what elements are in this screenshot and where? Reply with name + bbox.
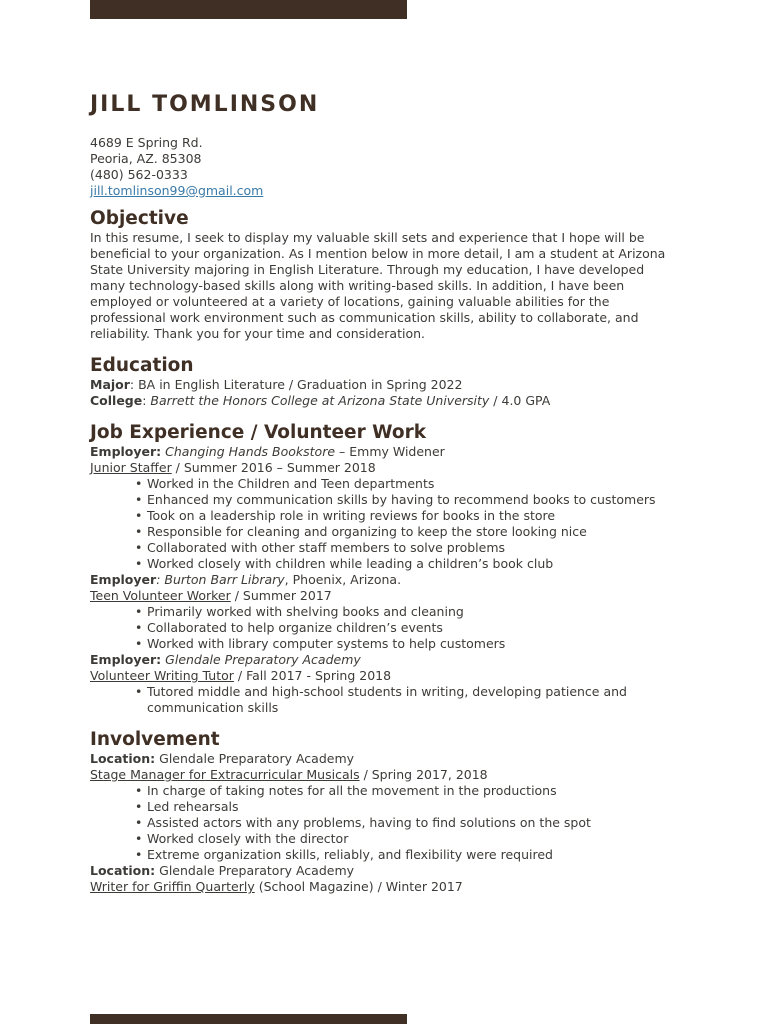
- involvement-dates: / Spring 2017, 2018: [359, 767, 488, 782]
- job-experience-section: [90, 422, 680, 716]
- bullet-item: • Worked in the Children and Teen departments: [135, 476, 435, 491]
- bullet-item: • Extreme organization skills, reliably, and flexibility were required: [135, 847, 553, 862]
- employer-name: : Burton Barr Library: [156, 572, 285, 587]
- involvement-bullets: [90, 783, 680, 863]
- involvement-dates: (School Magazine) / Winter 2017: [254, 879, 463, 894]
- location-label: Location:: [90, 863, 156, 878]
- bullet-item: • Worked closely with children while leading a children’s book club: [135, 556, 554, 571]
- college-gpa: / 4.0 GPA: [489, 393, 551, 408]
- job-dates: / Fall 2017 - Spring 2018: [233, 668, 392, 683]
- college-name: Barrett the Honors College at Arizona State University: [150, 393, 490, 408]
- employer-line: [90, 572, 680, 588]
- job-role: Junior Staffer: [90, 460, 172, 475]
- email-link[interactable]: jill.tomlinson99@gmail.com: [90, 183, 264, 198]
- major-line: [90, 377, 680, 393]
- job-role: Teen Volunteer Worker: [90, 588, 231, 603]
- role-line: [90, 460, 680, 476]
- education-section: [90, 355, 680, 409]
- employer-line: [90, 444, 680, 460]
- bottom-decorative-bar: [90, 1014, 407, 1024]
- involvement-entry: [90, 863, 680, 895]
- college-label: College: [90, 393, 143, 408]
- job-bullets: [90, 684, 680, 716]
- job-entry: [90, 572, 680, 652]
- job-experience-heading: Job Experience / Volunteer Work: [90, 422, 427, 443]
- objective-heading: Objective: [90, 208, 189, 229]
- bullet-item: • Primarily worked with shelving books and cleaning: [135, 604, 464, 619]
- bullet-item: • Tutored middle and high-school students in writing, developing patience and communication skills: [135, 684, 627, 715]
- location-label: Location:: [90, 751, 156, 766]
- city-state-zip: Peoria, AZ. 85308: [90, 151, 202, 166]
- bullet-item: • Responsible for cleaning and organizing to keep the store looking nice: [135, 524, 587, 539]
- employer-extra: – Emmy Widener: [335, 444, 445, 459]
- location-line: [90, 863, 680, 879]
- college-separator: :: [142, 393, 151, 408]
- contact-block: [90, 135, 680, 199]
- education-heading: Education: [90, 355, 194, 376]
- bullet-item: • Collaborated to help organize children’s events: [135, 620, 443, 635]
- resume-content: [90, 90, 680, 895]
- involvement-entry: [90, 751, 680, 863]
- objective-text: In this resume, I seek to display my valuable skill sets and experience that I hope will be beneficial to your organization. As I mention below in more detail, I am a student at Arizona State University majoring in English Literature. Through my education, I have developed many technology-based skills along with writing-based skills. In addition, I have been employed or volunteered at a variety of locations, gaining valuable abilities for the professional work environment such as communication skills, ability to collaborate, and reliability. Thank you for your time and consideration.: [90, 230, 666, 341]
- job-role: Volunteer Writing Tutor: [90, 668, 234, 683]
- job-dates: / Summer 2016 – Summer 2018: [171, 460, 376, 475]
- role-line: [90, 879, 680, 895]
- employer-label: Employer: [90, 572, 157, 587]
- top-decorative-bar: [90, 0, 407, 19]
- job-bullets: [90, 604, 680, 652]
- bullet-item: • Enhanced my communication skills by having to recommend books to customers: [135, 492, 656, 507]
- employer-label: Employer:: [90, 444, 162, 459]
- resume-name: JILL TOMLINSON: [90, 92, 320, 117]
- role-line: [90, 668, 680, 684]
- bullet-item: • In charge of taking notes for all the movement in the productions: [135, 783, 557, 798]
- role-line: [90, 767, 680, 783]
- bullet-item: • Collaborated with other staff members to solve problems: [135, 540, 506, 555]
- major-value: : BA in English Literature / Graduation in Spring 2022: [129, 377, 463, 392]
- involvement-role: Writer for Griffin Quarterly: [90, 879, 255, 894]
- job-entry: [90, 652, 680, 716]
- bullet-item: • Assisted actors with any problems, having to find solutions on the spot: [135, 815, 591, 830]
- location-value: Glendale Preparatory Academy: [155, 751, 355, 766]
- bullet-item: • Led rehearsals: [135, 799, 239, 814]
- bullet-item: • Worked with library computer systems to help customers: [135, 636, 506, 651]
- bullet-item: • Took on a leadership role in writing reviews for books in the store: [135, 508, 556, 523]
- job-entry: [90, 444, 680, 572]
- employer-name: Changing Hands Bookstore: [161, 444, 336, 459]
- job-dates: / Summer 2017: [230, 588, 332, 603]
- location-value: Glendale Preparatory Academy: [155, 863, 355, 878]
- employer-name: Glendale Preparatory Academy: [161, 652, 361, 667]
- college-line: [90, 393, 680, 409]
- major-label: Major: [90, 377, 130, 392]
- involvement-role: Stage Manager for Extracurricular Musicals: [90, 767, 360, 782]
- employer-extra: , Phoenix, Arizona.: [284, 572, 402, 587]
- location-line: [90, 751, 680, 767]
- role-line: [90, 588, 680, 604]
- job-bullets: [90, 476, 680, 572]
- objective-section: [90, 208, 680, 342]
- phone-number: (480) 562-0333: [90, 167, 188, 182]
- employer-line: [90, 652, 680, 668]
- involvement-heading: Involvement: [90, 729, 220, 750]
- street-address: 4689 E Spring Rd.: [90, 135, 203, 150]
- bullet-item: • Worked closely with the director: [135, 831, 349, 846]
- employer-label: Employer:: [90, 652, 162, 667]
- involvement-section: [90, 729, 680, 895]
